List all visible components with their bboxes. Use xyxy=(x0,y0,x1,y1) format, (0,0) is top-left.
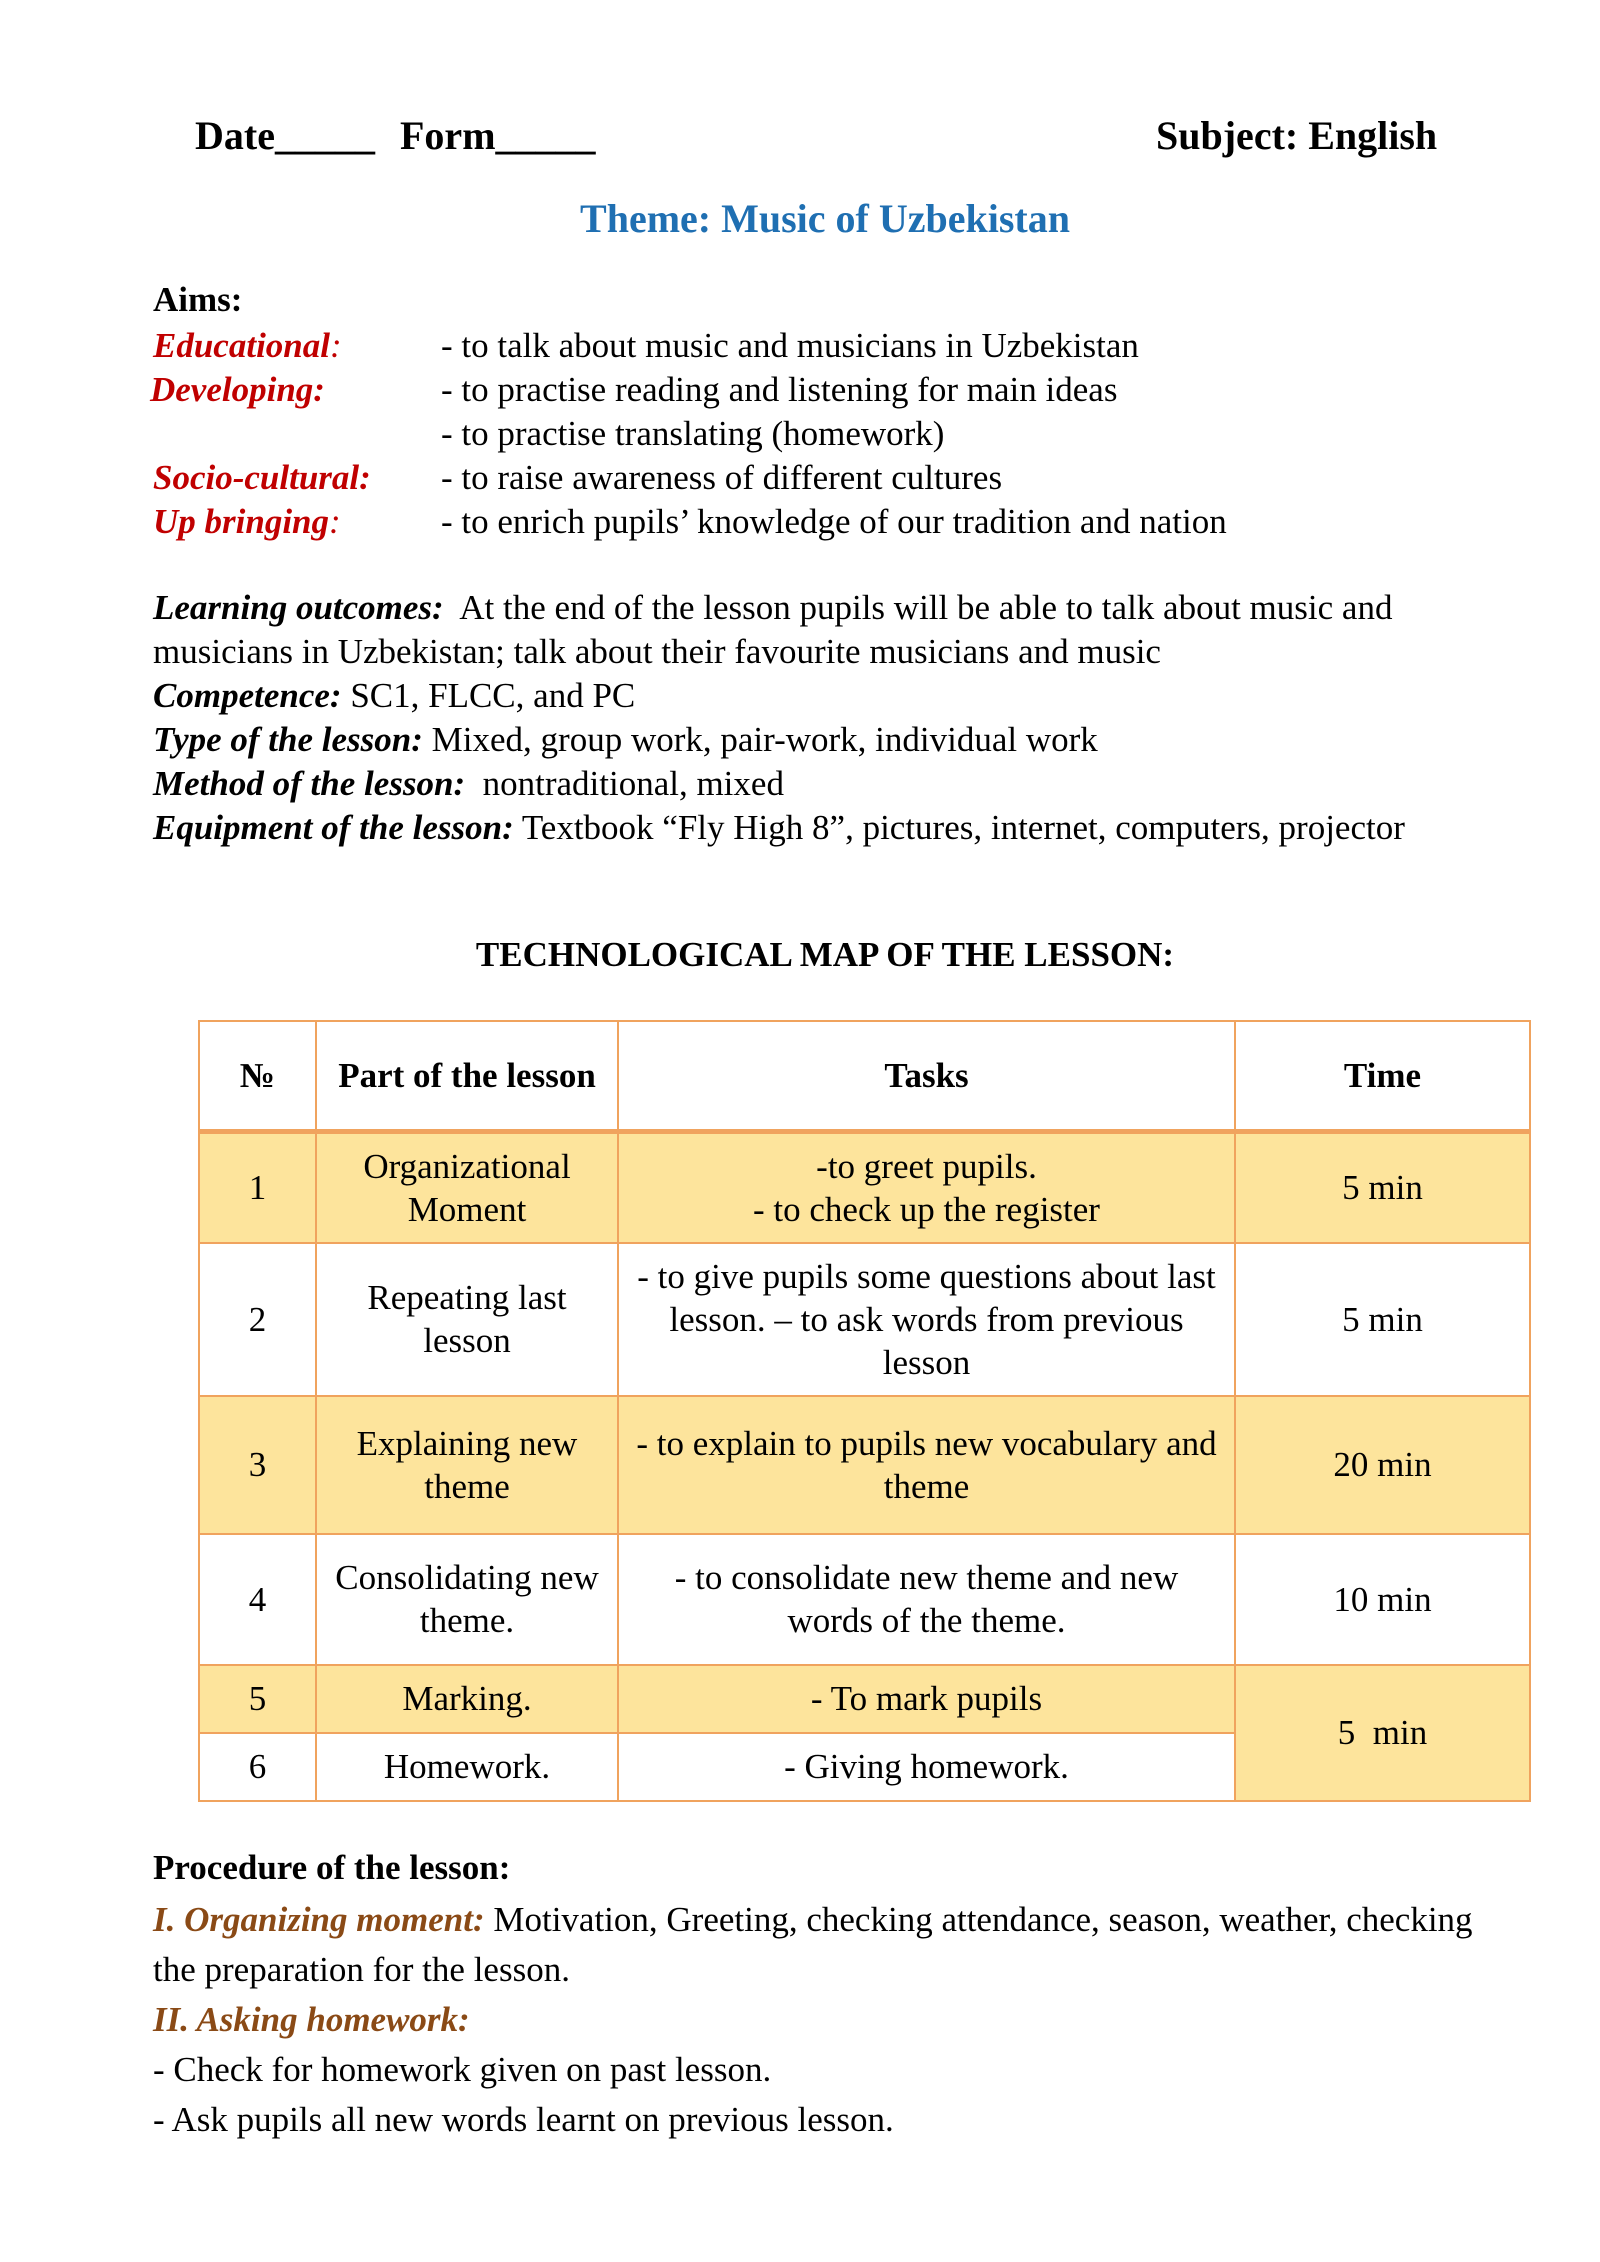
header-part: Part of the lesson xyxy=(316,1021,618,1132)
lesson-equipment-line xyxy=(153,806,1503,850)
step-2-line: - Ask pupils all new words learnt on previous lesson. xyxy=(153,2100,894,2139)
competence-label: Competence: xyxy=(153,676,342,715)
cell-time: 5 min xyxy=(1235,1665,1530,1801)
task-line: -to greet pupils. xyxy=(816,1146,1037,1186)
method-text: nontraditional, mixed xyxy=(482,764,784,803)
cell-part: Organizational Moment xyxy=(316,1132,618,1243)
cell-number: 3 xyxy=(199,1396,316,1534)
cell-part: Explaining new theme xyxy=(316,1396,618,1534)
form-field-label: Form_____ xyxy=(400,113,596,158)
cell-number: 1 xyxy=(199,1132,316,1243)
cell-tasks: - to consolidate new theme and new words of the theme. xyxy=(618,1534,1235,1665)
aim-label: Up bringing: xyxy=(153,502,341,541)
learning-outcomes xyxy=(153,586,1503,674)
aim-label: Socio-cultural: xyxy=(153,458,371,497)
procedure-step-1 xyxy=(153,1895,1503,1995)
cell-time: 5 min xyxy=(1235,1132,1530,1243)
technological-map-title: TECHNOLOGICAL MAP OF THE LESSON: xyxy=(475,935,1175,974)
equipment-text: Textbook “Fly High 8”, pictures, internet, computers, projector xyxy=(521,808,1405,847)
step-1-text: Motivation, Greeting, checking attendance, season, weather, checking the preparation for the lesson. xyxy=(153,1900,1473,1989)
cell-part: Marking. xyxy=(316,1665,618,1733)
cell-tasks: - to explain to pupils new vocabulary and theme xyxy=(618,1396,1235,1534)
step-2-label: II. Asking homework: xyxy=(153,2000,470,2039)
lesson-theme-title: Theme: Music of Uzbekistan xyxy=(580,196,1070,241)
aim-text: - to practise translating (homework) xyxy=(441,414,945,453)
table-row xyxy=(199,1243,1530,1396)
date-field-label: Date_____ xyxy=(195,113,375,158)
table-row xyxy=(199,1534,1530,1665)
lesson-method-line xyxy=(153,762,1503,806)
cell-time: 20 min xyxy=(1235,1396,1530,1534)
cell-number: 6 xyxy=(199,1733,316,1801)
method-label: Method of the lesson: xyxy=(153,764,466,803)
equipment-label: Equipment of the lesson: xyxy=(153,808,514,847)
aim-text: - to enrich pupils’ knowledge of our tradition and nation xyxy=(441,502,1227,541)
cell-tasks: - To mark pupils xyxy=(618,1665,1235,1733)
header-number: № xyxy=(199,1021,316,1132)
task-line: - to check up the register xyxy=(753,1189,1100,1229)
cell-time: 5 min xyxy=(1235,1243,1530,1396)
aim-text: - to practise reading and listening for main ideas xyxy=(441,370,1118,409)
aim-text: - to raise awareness of different cultures xyxy=(441,458,1003,497)
technological-map-table xyxy=(198,1020,1531,1802)
cell-number: 2 xyxy=(199,1243,316,1396)
aim-label: Developing: xyxy=(150,370,325,409)
cell-number: 4 xyxy=(199,1534,316,1665)
type-label: Type of the lesson: xyxy=(153,720,423,759)
aim-label: Educational: xyxy=(153,326,342,365)
cell-number: 5 xyxy=(199,1665,316,1733)
table-row xyxy=(199,1396,1530,1534)
step-1-label: I. Organizing moment: xyxy=(153,1900,485,1939)
cell-tasks: - Giving homework. xyxy=(618,1733,1235,1801)
procedure-heading: Procedure of the lesson: xyxy=(153,1848,511,1887)
type-text: Mixed, group work, pair-work, individual work xyxy=(431,720,1098,759)
aim-text: - to talk about music and musicians in Uzbekistan xyxy=(441,326,1139,365)
outcomes-text: At the end of the lesson pupils will be able to talk about music and musicians in Uzbekistan; talk about their favourite musicians and music xyxy=(153,588,1393,671)
procedure-step-2 xyxy=(153,1995,1503,2145)
subject-label: Subject: English xyxy=(1156,113,1438,158)
cell-tasks: - to give pupils some questions about last lesson. – to ask words from previous lesson xyxy=(618,1243,1235,1396)
cell-part: Homework. xyxy=(316,1733,618,1801)
cell-part: Consolidating new theme. xyxy=(316,1534,618,1665)
cell-tasks xyxy=(618,1132,1235,1243)
table-row xyxy=(199,1665,1530,1733)
outcomes-label: Learning outcomes: xyxy=(153,588,444,627)
cell-part: Repeating last lesson xyxy=(316,1243,618,1396)
header-time: Time xyxy=(1235,1021,1530,1132)
header-tasks: Tasks xyxy=(618,1021,1235,1132)
table-row xyxy=(199,1132,1530,1243)
competence-line xyxy=(153,674,1503,718)
lesson-type-line xyxy=(153,718,1503,762)
step-2-line: - Check for homework given on past lesson. xyxy=(153,2050,772,2089)
competence-text: SC1, FLCC, and PC xyxy=(350,676,636,715)
table-header-row xyxy=(199,1021,1530,1132)
aims-heading: Aims: xyxy=(153,280,243,319)
cell-time: 10 min xyxy=(1235,1534,1530,1665)
